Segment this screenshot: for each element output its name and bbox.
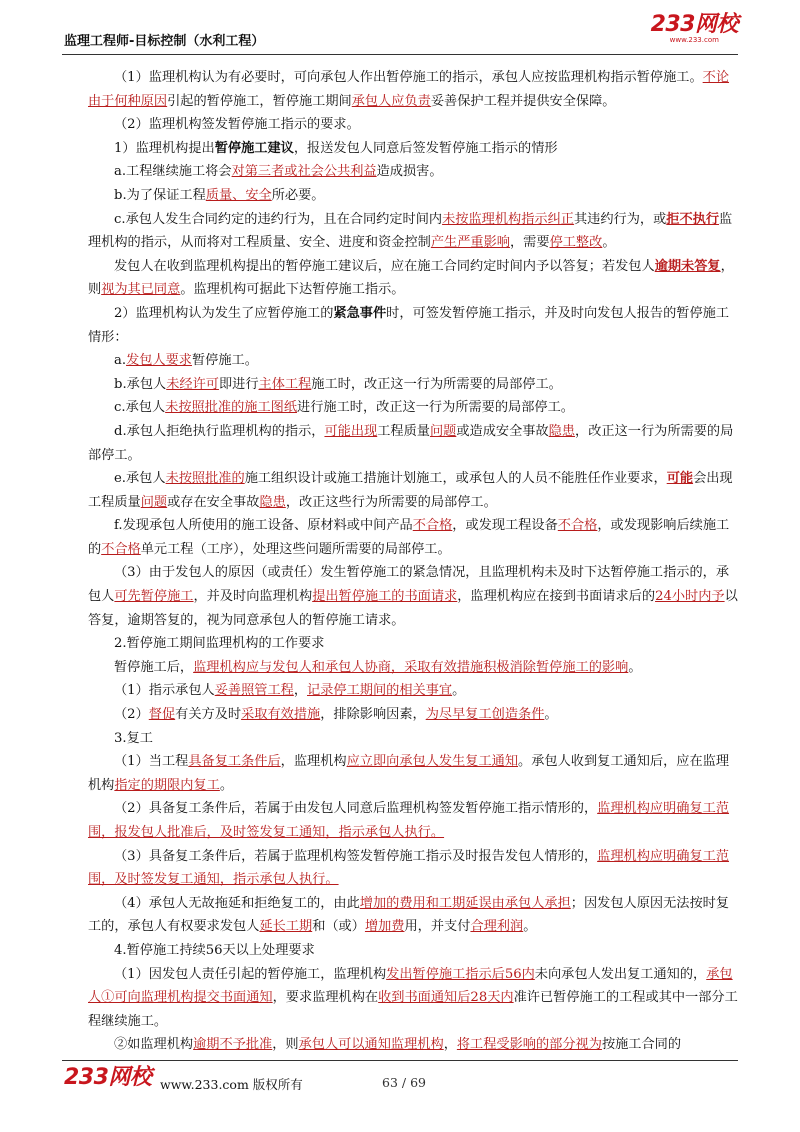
highlighted-text: 不合格 bbox=[557, 518, 598, 534]
text-run: ， bbox=[293, 683, 308, 699]
text-run: 。承包人收到复工通知后，应在监理机构 bbox=[88, 754, 730, 793]
text-run: 准许已暂停施工的工程或其中一部分工程继续施工。 bbox=[88, 990, 738, 1029]
text-run: ，或发现工程设备 bbox=[452, 518, 558, 534]
highlighted-text: 承包人应负责 bbox=[351, 93, 431, 109]
text-run: 时，可签发暂停施工指示，并及时向发包人报告的暂停施工情形： bbox=[88, 305, 730, 345]
highlighted-text: 主体工程 bbox=[258, 376, 312, 392]
footer-logo bbox=[64, 1067, 151, 1089]
highlighted-text: 不合格 bbox=[412, 518, 453, 534]
highlighted-text: 产生严重影响 bbox=[430, 235, 510, 251]
highlighted-text: 可先暂停施工 bbox=[114, 589, 194, 605]
document-body bbox=[88, 66, 738, 1057]
highlighted-text: 隐患 bbox=[259, 494, 286, 510]
paragraph bbox=[88, 632, 738, 656]
text-run: 。 bbox=[544, 707, 558, 723]
highlighted-text: 可能出现 bbox=[324, 423, 378, 439]
paragraph bbox=[88, 727, 738, 751]
text-run: c.承包人发生合同约定的违约行为，且在合同约定时间内 bbox=[114, 211, 443, 227]
text-run: 或存在安全事故 bbox=[167, 494, 260, 510]
text-run: 引起的暂停施工，暂停施工期间 bbox=[167, 93, 352, 109]
highlighted-text: 监理机构应明确复工范围，报发包人批准后，及时签发复工通知，指示承包人执行。 bbox=[88, 801, 730, 840]
text-run: 工程质量 bbox=[377, 423, 430, 439]
paragraph bbox=[88, 963, 738, 1034]
paragraph bbox=[88, 396, 738, 420]
text-run: 其违约行为，或 bbox=[573, 211, 667, 227]
text-run: b.为了保证工程 bbox=[114, 187, 206, 203]
paragraph bbox=[88, 561, 738, 632]
highlighted-text: 督促 bbox=[148, 707, 176, 723]
highlighted-text: 未按照批准的 bbox=[165, 471, 245, 487]
highlighted-text: 隐患 bbox=[548, 423, 576, 439]
highlighted-text: 延长工期 bbox=[259, 919, 313, 935]
paragraph bbox=[88, 703, 738, 727]
paragraph bbox=[88, 750, 738, 797]
paragraph bbox=[88, 797, 738, 844]
text-run: ，报送发包人同意后签发暂停施工指示的情形 bbox=[293, 140, 558, 156]
text-run: 暂停施工。 bbox=[192, 353, 258, 369]
text-run: 4.暂停施工持续56天以上处理要求 bbox=[114, 942, 315, 958]
paragraph bbox=[88, 208, 738, 255]
text-run: （1）监理机构认为有必要时，可向承包人作出暂停施工的指示，承包人应按监理机构指示暂停施工。 bbox=[114, 70, 703, 85]
text-run: ，改正这些行为所需要的局部停工。 bbox=[285, 494, 497, 510]
paragraph bbox=[88, 113, 738, 137]
text-run: ，排除影响因素， bbox=[320, 707, 426, 723]
text-run: ，需要 bbox=[510, 235, 550, 251]
highlighted-text: 指定的期限内复工 bbox=[114, 777, 220, 793]
text-run: ，监理机构应在接到书面请求后的 bbox=[457, 589, 656, 605]
highlighted-text: 监理机构应与发包人和承包人协商，采取有效措施积极消除暂停施工的影响 bbox=[193, 659, 629, 675]
text-run: （2） bbox=[114, 707, 149, 723]
text-run: （1）当工程 bbox=[114, 754, 189, 770]
highlighted-text: 视为其已同意 bbox=[101, 282, 181, 298]
highlighted-text: 拒不执行 bbox=[666, 211, 720, 227]
paragraph bbox=[88, 467, 738, 514]
text-run: ，改正这一行为所需要的局部停工。 bbox=[88, 423, 734, 463]
highlighted-text: 承包人①可向监理机构提交书面通知 bbox=[88, 966, 733, 1006]
highlighted-text: 妥善照管工程 bbox=[214, 683, 294, 699]
text-run: 2）监理机构认为发生了应暂停施工的 bbox=[114, 305, 334, 321]
text-run: ，则 bbox=[272, 1037, 299, 1053]
logo-site: www.233.com bbox=[669, 36, 719, 44]
text-run: ，要求监理机构在 bbox=[272, 990, 379, 1006]
highlighted-text: 未经许可 bbox=[166, 376, 219, 392]
text-run: 会出现工程质量 bbox=[88, 471, 733, 510]
text-run: 所必要。 bbox=[271, 187, 325, 203]
highlighted-text: 监理机构应明确复工范围，及时签发复工通知，指示承包人执行。 bbox=[88, 848, 730, 888]
text-run: 3.复工 bbox=[114, 730, 153, 746]
text-run: c.承包人 bbox=[114, 400, 166, 416]
highlighted-text: 收到书面通知后28天内 bbox=[378, 990, 514, 1006]
text-run: 造成损害。 bbox=[376, 164, 443, 180]
text-run: （2）具备复工条件后，若属于由发包人同意后监理机构签发暂停施工指示情形的， bbox=[114, 801, 598, 817]
paragraph bbox=[88, 137, 738, 161]
paragraph bbox=[88, 656, 738, 680]
text-run: 以答复，逾期答复的，视为同意承包人的暂停施工请求。 bbox=[88, 589, 738, 628]
paragraph bbox=[88, 160, 738, 184]
text-run: 监理机构的指示，从而将对工程质量、安全、进度和资金控制 bbox=[88, 211, 733, 251]
highlighted-text: 停工整改 bbox=[549, 235, 603, 251]
highlighted-text: 为尽早复工创造条件 bbox=[425, 707, 545, 723]
paragraph bbox=[88, 184, 738, 208]
highlighted-text: 采取有效措施 bbox=[241, 707, 321, 723]
highlighted-text: 合理利润 bbox=[470, 919, 524, 935]
copyright-text: www.233.com 版权所有 bbox=[160, 1077, 303, 1092]
paragraph bbox=[88, 939, 738, 963]
text-run: 。 bbox=[602, 235, 616, 251]
highlighted-text: 问题 bbox=[429, 423, 457, 439]
text-run: ，或发现影响后续施工的 bbox=[88, 518, 730, 557]
text-run: 用，并支付 bbox=[404, 919, 471, 935]
text-run: ，并及时向监理机构 bbox=[193, 589, 313, 605]
bold-text: 暂停施工建议 bbox=[214, 140, 294, 156]
text-run: d.承包人拒绝执行监理机构的指示， bbox=[114, 423, 325, 439]
highlighted-text: 逾期未答复 bbox=[654, 258, 721, 274]
text-run: ，则 bbox=[88, 258, 734, 298]
text-run: 施工组织设计或施工措施计划施工，或承包人的人员不能胜任作业要求， bbox=[244, 471, 667, 487]
bold-text: 紧急事件 bbox=[333, 305, 387, 321]
highlighted-text: 未按监理机构指示纠正 bbox=[442, 211, 574, 227]
highlighted-text: 发出暂停施工指示后56内 bbox=[386, 966, 535, 982]
text-run: 或造成安全事故 bbox=[456, 423, 549, 439]
text-run: ， bbox=[443, 1037, 457, 1053]
highlighted-text: 不论由于何种原因 bbox=[88, 70, 730, 109]
text-run: 暂停施工后， bbox=[114, 659, 194, 675]
text-run: （3）具备复工条件后，若属于监理机构签发暂停施工指示及时报告发包人情形的， bbox=[114, 848, 598, 864]
highlighted-text: 发包人要求 bbox=[126, 353, 192, 369]
highlighted-text: 具备复工条件后 bbox=[188, 754, 281, 770]
text-run: 未向承包人发出复工通知的， bbox=[534, 966, 707, 982]
text-run: f.发现承包人所使用的施工设备、原材料或中间产品 bbox=[114, 518, 413, 534]
highlighted-text: 可能 bbox=[666, 471, 694, 487]
text-run: b.承包人 bbox=[114, 376, 167, 392]
paragraph bbox=[88, 892, 738, 939]
paragraph bbox=[88, 373, 738, 397]
paragraph bbox=[88, 349, 738, 373]
text-run: ②如监理机构 bbox=[114, 1037, 194, 1053]
paragraph bbox=[88, 845, 738, 892]
paragraph bbox=[88, 302, 738, 349]
highlighted-text: 记录停工期间的相关事宜 bbox=[307, 683, 453, 699]
text-run: 。 bbox=[628, 659, 642, 675]
text-run: （3）由于发包人的原因（或责任）发生暂停施工的紧急情况，且监理机构未及时下达暂停施工指示的，承包人 bbox=[88, 565, 730, 605]
text-run: 即进行 bbox=[218, 376, 259, 392]
text-run: （2）监理机构签发暂停施工指示的要求。 bbox=[114, 117, 360, 133]
page-number: 63 / 69 bbox=[382, 1075, 426, 1090]
text-run: 1）监理机构提出 bbox=[114, 140, 215, 156]
text-run: 施工时，改正这一行为所需要的局部停工。 bbox=[311, 376, 562, 392]
text-run: 2.暂停施工期间监理机构的工作要求 bbox=[114, 636, 325, 652]
highlighted-text: 不合格 bbox=[101, 541, 141, 557]
text-run: a. bbox=[114, 353, 127, 369]
text-run: ，监理机构 bbox=[280, 754, 347, 770]
text-run: 妥善保护工程并提供安全保障。 bbox=[430, 93, 616, 109]
paragraph bbox=[88, 255, 738, 302]
text-run: ；因发包人原因无法按时复工的，承包人有权要求发包人 bbox=[88, 895, 730, 935]
highlighted-text: 提出暂停施工的书面请求 bbox=[312, 589, 458, 605]
text-run: （1）因发包人责任引起的暂停施工，监理机构 bbox=[114, 966, 387, 982]
paragraph bbox=[88, 679, 738, 703]
highlighted-text: 逾期不予批准 bbox=[193, 1037, 273, 1053]
text-run: 单元工程（工序），处理这些问题所需要的局部停工。 bbox=[140, 541, 451, 557]
paragraph bbox=[88, 420, 738, 467]
highlighted-text: 增加费 bbox=[364, 919, 405, 935]
text-run: （1）指示承包人 bbox=[114, 683, 215, 699]
logo-text: 233网校 bbox=[650, 12, 738, 37]
text-run: 。监理机构可据此下达暂停施工指示。 bbox=[180, 282, 405, 298]
page-header bbox=[62, 0, 738, 55]
footer-logo-text: 233网校 bbox=[64, 1065, 152, 1090]
highlighted-text: 问题 bbox=[140, 494, 168, 510]
highlighted-text: 未按照批准的施工图纸 bbox=[165, 400, 298, 416]
text-run: 。 bbox=[523, 919, 537, 935]
text-run: 。 bbox=[219, 777, 234, 793]
text-run: a.工程继续施工将会 bbox=[114, 164, 232, 180]
highlighted-text: 承包人可以通知监理机构 bbox=[298, 1037, 444, 1053]
brand-logo bbox=[651, 14, 738, 44]
text-run: 。 bbox=[452, 683, 466, 699]
page-footer bbox=[62, 1060, 738, 1101]
highlighted-text: 24小时内予 bbox=[655, 589, 725, 605]
paragraph bbox=[88, 1033, 738, 1057]
paragraph bbox=[88, 514, 738, 561]
text-run: 进行施工时，改正这一行为所需要的局部停工。 bbox=[297, 400, 574, 416]
highlighted-text: 应立即向承包人发生复工通知 bbox=[346, 754, 519, 770]
text-run: 按施工合同的 bbox=[601, 1037, 682, 1053]
document-title: 监理工程师-目标控制（水利工程） bbox=[64, 34, 265, 49]
text-run: 有关方及时 bbox=[175, 707, 242, 723]
text-run: （4）承包人无故拖延和拒绝复工的，由此 bbox=[114, 895, 360, 911]
text-run: e.承包人 bbox=[114, 471, 166, 487]
text-run: 和（或） bbox=[312, 919, 365, 935]
highlighted-text: 增加的费用和工期延误由承包人承担 bbox=[359, 895, 571, 911]
highlighted-text: 质量、安全 bbox=[205, 187, 272, 203]
highlighted-text: 对第三者或社会公共利益 bbox=[231, 164, 377, 180]
paragraph bbox=[88, 66, 738, 113]
highlighted-text: 将工程受影响的部分视为 bbox=[456, 1037, 602, 1053]
text-run: 发包人在收到监理机构提出的暂停施工建议后，应在施工合同约定时间内予以答复；若发包人 bbox=[114, 258, 655, 274]
